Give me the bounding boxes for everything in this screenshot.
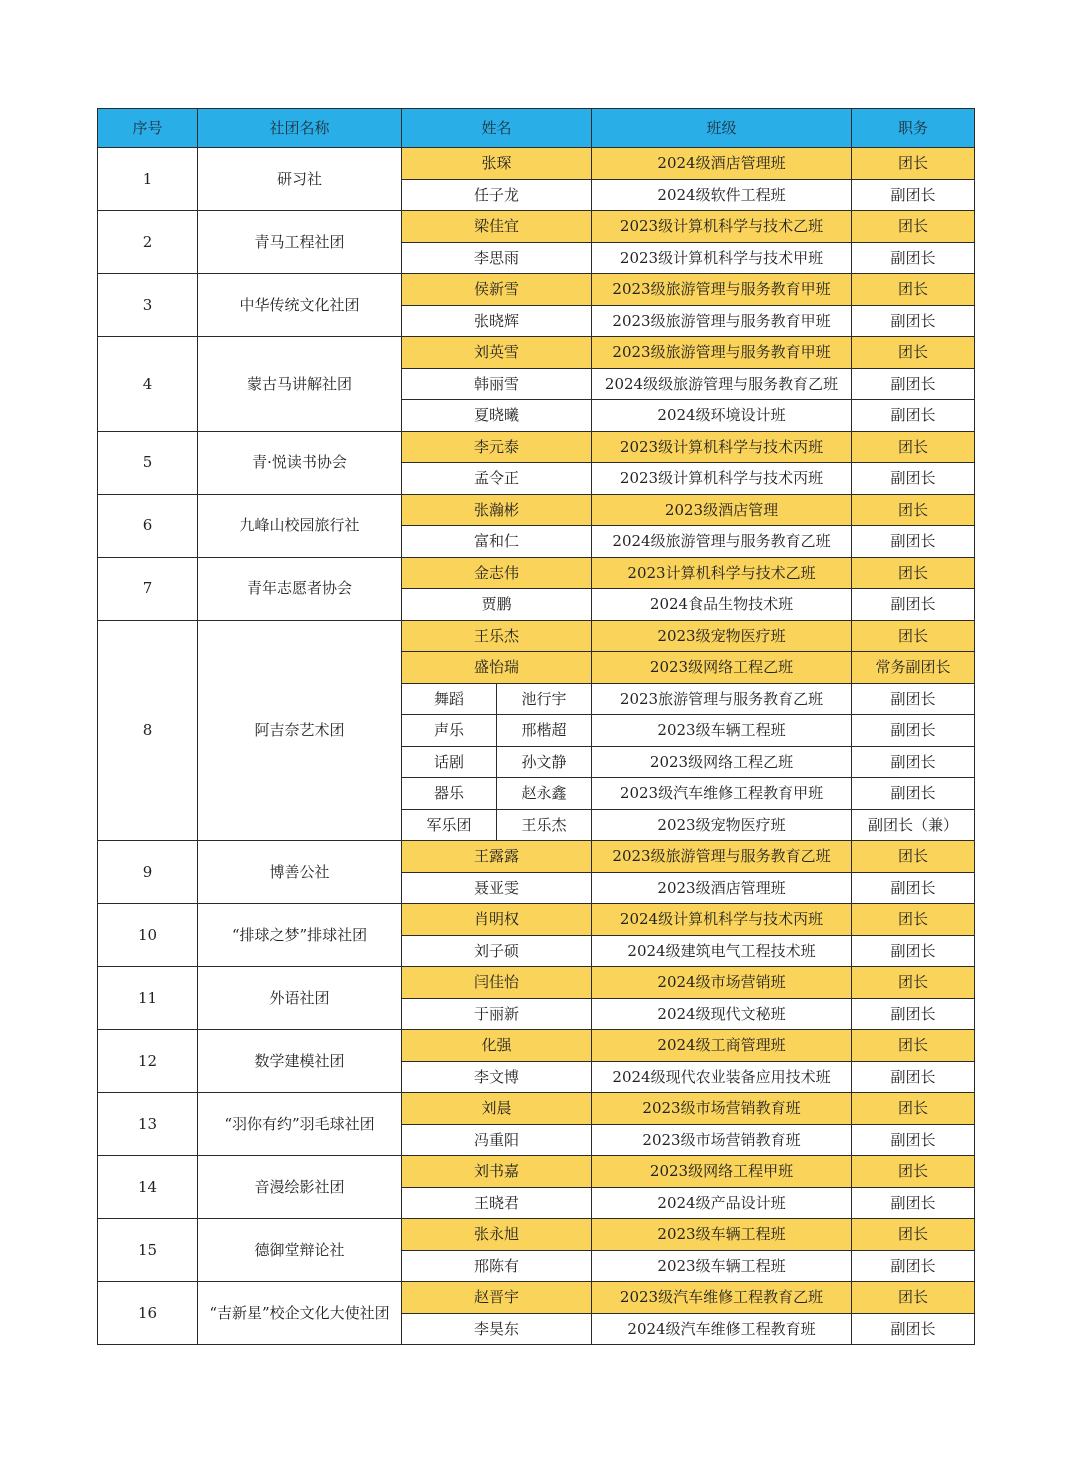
member-class-cell: 2023级汽车维修工程教育甲班: [592, 778, 852, 810]
club-index-cell: 9: [98, 841, 198, 904]
member-role-cell: 副团长: [852, 1061, 975, 1093]
header-role: 职务: [852, 109, 975, 148]
member-role-cell: 团长: [852, 337, 975, 369]
member-name-cell: 化强: [402, 1030, 592, 1062]
member-name-cell: 孟令正: [402, 463, 592, 495]
club-index-cell: 16: [98, 1282, 198, 1345]
member-name-cell: 梁佳宜: [402, 211, 592, 243]
club-index-cell: 11: [98, 967, 198, 1030]
member-class-cell: 2023级网络工程甲班: [592, 1156, 852, 1188]
member-class-cell: 2024级现代农业装备应用技术班: [592, 1061, 852, 1093]
member-name-cell: 肖明权: [402, 904, 592, 936]
member-name-cell: 刘子硕: [402, 935, 592, 967]
member-role-cell: 副团长: [852, 746, 975, 778]
member-class-cell: 2023旅游管理与服务教育乙班: [592, 683, 852, 715]
member-name-cell: 金志伟: [402, 557, 592, 589]
header-class: 班级: [592, 109, 852, 148]
member-class-cell: 2023级旅游管理与服务教育乙班: [592, 841, 852, 873]
member-class-cell: 2023级宠物医疗班: [592, 809, 852, 841]
member-name-cell: 刘晨: [402, 1093, 592, 1125]
club-name-cell: 中华传统文化社团: [198, 274, 402, 337]
member-role-cell: 副团长: [852, 872, 975, 904]
member-role-cell: 副团长: [852, 463, 975, 495]
member-class-cell: 2023级旅游管理与服务教育甲班: [592, 274, 852, 306]
member-name-cell: 王露露: [402, 841, 592, 873]
club-name-cell: 青·悦读书协会: [198, 431, 402, 494]
table-row: [98, 904, 975, 936]
member-role-cell: 副团长: [852, 715, 975, 747]
member-name-cell: 李昊东: [402, 1313, 592, 1345]
member-role-cell: 团长: [852, 1282, 975, 1314]
member-name-cell: 刘书嘉: [402, 1156, 592, 1188]
member-class-cell: 2024级级旅游管理与服务教育乙班: [592, 368, 852, 400]
member-name-cell: 王晓君: [402, 1187, 592, 1219]
member-role-cell: 团长: [852, 431, 975, 463]
table-row: [98, 431, 975, 463]
member-role-cell: 团长: [852, 557, 975, 589]
club-index-cell: 13: [98, 1093, 198, 1156]
member-role-cell: 团长: [852, 148, 975, 180]
member-name-cell: 贾鹏: [402, 589, 592, 621]
member-class-cell: 2023级旅游管理与服务教育甲班: [592, 337, 852, 369]
club-name-cell: “吉新星”校企文化大使社团: [198, 1282, 402, 1345]
club-index-cell: 14: [98, 1156, 198, 1219]
header-club: 社团名称: [198, 109, 402, 148]
member-role-cell: 副团长: [852, 683, 975, 715]
club-name-cell: 阿吉奈艺术团: [198, 620, 402, 841]
table-row: [98, 211, 975, 243]
member-role-cell: 团长: [852, 494, 975, 526]
member-class-cell: 2024食品生物技术班: [592, 589, 852, 621]
club-name-cell: 青马工程社团: [198, 211, 402, 274]
member-class-cell: 2023级网络工程乙班: [592, 652, 852, 684]
member-role-cell: 团长: [852, 841, 975, 873]
member-name-cell: 冯重阳: [402, 1124, 592, 1156]
member-name-cell: 邢陈有: [402, 1250, 592, 1282]
member-role-cell: 副团长: [852, 368, 975, 400]
member-role-cell: 副团长: [852, 305, 975, 337]
member-name-cell: 王乐杰: [402, 620, 592, 652]
club-index-cell: 8: [98, 620, 198, 841]
member-class-cell: 2024级市场营销班: [592, 967, 852, 999]
club-index-cell: 7: [98, 557, 198, 620]
member-name-cell: 赵永鑫: [497, 778, 592, 810]
member-name-cell: 韩丽雪: [402, 368, 592, 400]
member-role-cell: 副团长: [852, 1313, 975, 1345]
member-class-cell: 2023级市场营销教育班: [592, 1124, 852, 1156]
member-role-cell: 副团长: [852, 179, 975, 211]
club-index-cell: 5: [98, 431, 198, 494]
club-index-cell: 1: [98, 148, 198, 211]
member-class-cell: 2023级酒店管理: [592, 494, 852, 526]
table-row: [98, 1093, 975, 1125]
table-row: [98, 337, 975, 369]
club-name-cell: 德御堂辩论社: [198, 1219, 402, 1282]
section-name-cell: 器乐: [402, 778, 497, 810]
member-class-cell: 2024级软件工程班: [592, 179, 852, 211]
member-name-cell: 张琛: [402, 148, 592, 180]
club-index-cell: 2: [98, 211, 198, 274]
member-name-cell: 张晓辉: [402, 305, 592, 337]
club-leaders-table: [97, 108, 975, 1345]
section-name-cell: 话剧: [402, 746, 497, 778]
member-class-cell: 2023计算机科学与技术乙班: [592, 557, 852, 589]
member-class-cell: 2023级网络工程乙班: [592, 746, 852, 778]
header-name: 姓名: [402, 109, 592, 148]
member-role-cell: 副团长（兼）: [852, 809, 975, 841]
member-name-cell: 李文博: [402, 1061, 592, 1093]
member-name-cell: 王乐杰: [497, 809, 592, 841]
member-class-cell: 2024级酒店管理班: [592, 148, 852, 180]
table-row: [98, 620, 975, 652]
member-name-cell: 孙文静: [497, 746, 592, 778]
member-name-cell: 刘英雪: [402, 337, 592, 369]
club-name-cell: 青年志愿者协会: [198, 557, 402, 620]
club-name-cell: “羽你有约”羽毛球社团: [198, 1093, 402, 1156]
member-name-cell: 夏晓曦: [402, 400, 592, 432]
member-name-cell: 任子龙: [402, 179, 592, 211]
member-role-cell: 副团长: [852, 1250, 975, 1282]
member-role-cell: 团长: [852, 967, 975, 999]
club-name-cell: 外语社团: [198, 967, 402, 1030]
member-class-cell: 2023级计算机科学与技术乙班: [592, 211, 852, 243]
member-role-cell: 团长: [852, 274, 975, 306]
section-name-cell: 声乐: [402, 715, 497, 747]
section-name-cell: 军乐团: [402, 809, 497, 841]
member-role-cell: 团长: [852, 1093, 975, 1125]
member-class-cell: 2023级计算机科学与技术甲班: [592, 242, 852, 274]
club-name-cell: 音漫绘影社团: [198, 1156, 402, 1219]
header-index: 序号: [98, 109, 198, 148]
member-class-cell: 2023级车辆工程班: [592, 715, 852, 747]
member-role-cell: 副团长: [852, 526, 975, 558]
member-role-cell: 副团长: [852, 589, 975, 621]
member-class-cell: 2024级工商管理班: [592, 1030, 852, 1062]
member-role-cell: 副团长: [852, 935, 975, 967]
member-role-cell: 团长: [852, 904, 975, 936]
member-class-cell: 2024级现代文秘班: [592, 998, 852, 1030]
club-index-cell: 3: [98, 274, 198, 337]
member-class-cell: 2024级汽车维修工程教育班: [592, 1313, 852, 1345]
member-role-cell: 副团长: [852, 1187, 975, 1219]
club-index-cell: 4: [98, 337, 198, 432]
member-name-cell: 侯新雪: [402, 274, 592, 306]
club-name-cell: “排球之梦”排球社团: [198, 904, 402, 967]
member-class-cell: 2023级酒店管理班: [592, 872, 852, 904]
member-class-cell: 2023级市场营销教育班: [592, 1093, 852, 1125]
member-class-cell: 2024级环境设计班: [592, 400, 852, 432]
member-class-cell: 2023级旅游管理与服务教育甲班: [592, 305, 852, 337]
table-body: [98, 148, 975, 1345]
member-class-cell: 2024级旅游管理与服务教育乙班: [592, 526, 852, 558]
member-name-cell: 闫佳怡: [402, 967, 592, 999]
member-role-cell: 副团长: [852, 400, 975, 432]
table-row: [98, 557, 975, 589]
member-role-cell: 副团长: [852, 1124, 975, 1156]
member-class-cell: 2023级汽车维修工程教育乙班: [592, 1282, 852, 1314]
table-row: [98, 1282, 975, 1314]
member-name-cell: 于丽新: [402, 998, 592, 1030]
table-row: [98, 1030, 975, 1062]
member-role-cell: 团长: [852, 1219, 975, 1251]
member-class-cell: 2023级计算机科学与技术丙班: [592, 463, 852, 495]
member-name-cell: 邢楷超: [497, 715, 592, 747]
table-row: [98, 841, 975, 873]
member-name-cell: 赵晋宇: [402, 1282, 592, 1314]
member-name-cell: 李思雨: [402, 242, 592, 274]
member-name-cell: 张永旭: [402, 1219, 592, 1251]
member-name-cell: 张瀚彬: [402, 494, 592, 526]
table-row: [98, 494, 975, 526]
member-class-cell: 2023级车辆工程班: [592, 1219, 852, 1251]
table-header-row: [98, 109, 975, 148]
club-name-cell: 九峰山校园旅行社: [198, 494, 402, 557]
member-name-cell: 池行宇: [497, 683, 592, 715]
member-name-cell: 聂亚雯: [402, 872, 592, 904]
member-class-cell: 2024级产品设计班: [592, 1187, 852, 1219]
club-index-cell: 12: [98, 1030, 198, 1093]
table-row: [98, 1156, 975, 1188]
member-name-cell: 李元泰: [402, 431, 592, 463]
club-name-cell: 研习社: [198, 148, 402, 211]
member-role-cell: 副团长: [852, 778, 975, 810]
member-role-cell: 副团长: [852, 998, 975, 1030]
club-leaders-table-sheet: [97, 108, 974, 1345]
member-role-cell: 团长: [852, 620, 975, 652]
section-name-cell: 舞蹈: [402, 683, 497, 715]
member-class-cell: 2024级建筑电气工程技术班: [592, 935, 852, 967]
club-name-cell: 蒙古马讲解社团: [198, 337, 402, 432]
member-role-cell: 团长: [852, 1030, 975, 1062]
member-class-cell: 2024级计算机科学与技术丙班: [592, 904, 852, 936]
member-name-cell: 盛怡瑞: [402, 652, 592, 684]
member-class-cell: 2023级计算机科学与技术丙班: [592, 431, 852, 463]
member-class-cell: 2023级宠物医疗班: [592, 620, 852, 652]
table-row: [98, 274, 975, 306]
member-class-cell: 2023级车辆工程班: [592, 1250, 852, 1282]
member-role-cell: 团长: [852, 1156, 975, 1188]
member-name-cell: 富和仁: [402, 526, 592, 558]
club-index-cell: 6: [98, 494, 198, 557]
club-index-cell: 15: [98, 1219, 198, 1282]
member-role-cell: 常务副团长: [852, 652, 975, 684]
member-role-cell: 团长: [852, 211, 975, 243]
club-name-cell: 博善公社: [198, 841, 402, 904]
club-index-cell: 10: [98, 904, 198, 967]
table-row: [98, 967, 975, 999]
club-name-cell: 数学建模社团: [198, 1030, 402, 1093]
table-row: [98, 1219, 975, 1251]
table-row: [98, 148, 975, 180]
member-role-cell: 副团长: [852, 242, 975, 274]
